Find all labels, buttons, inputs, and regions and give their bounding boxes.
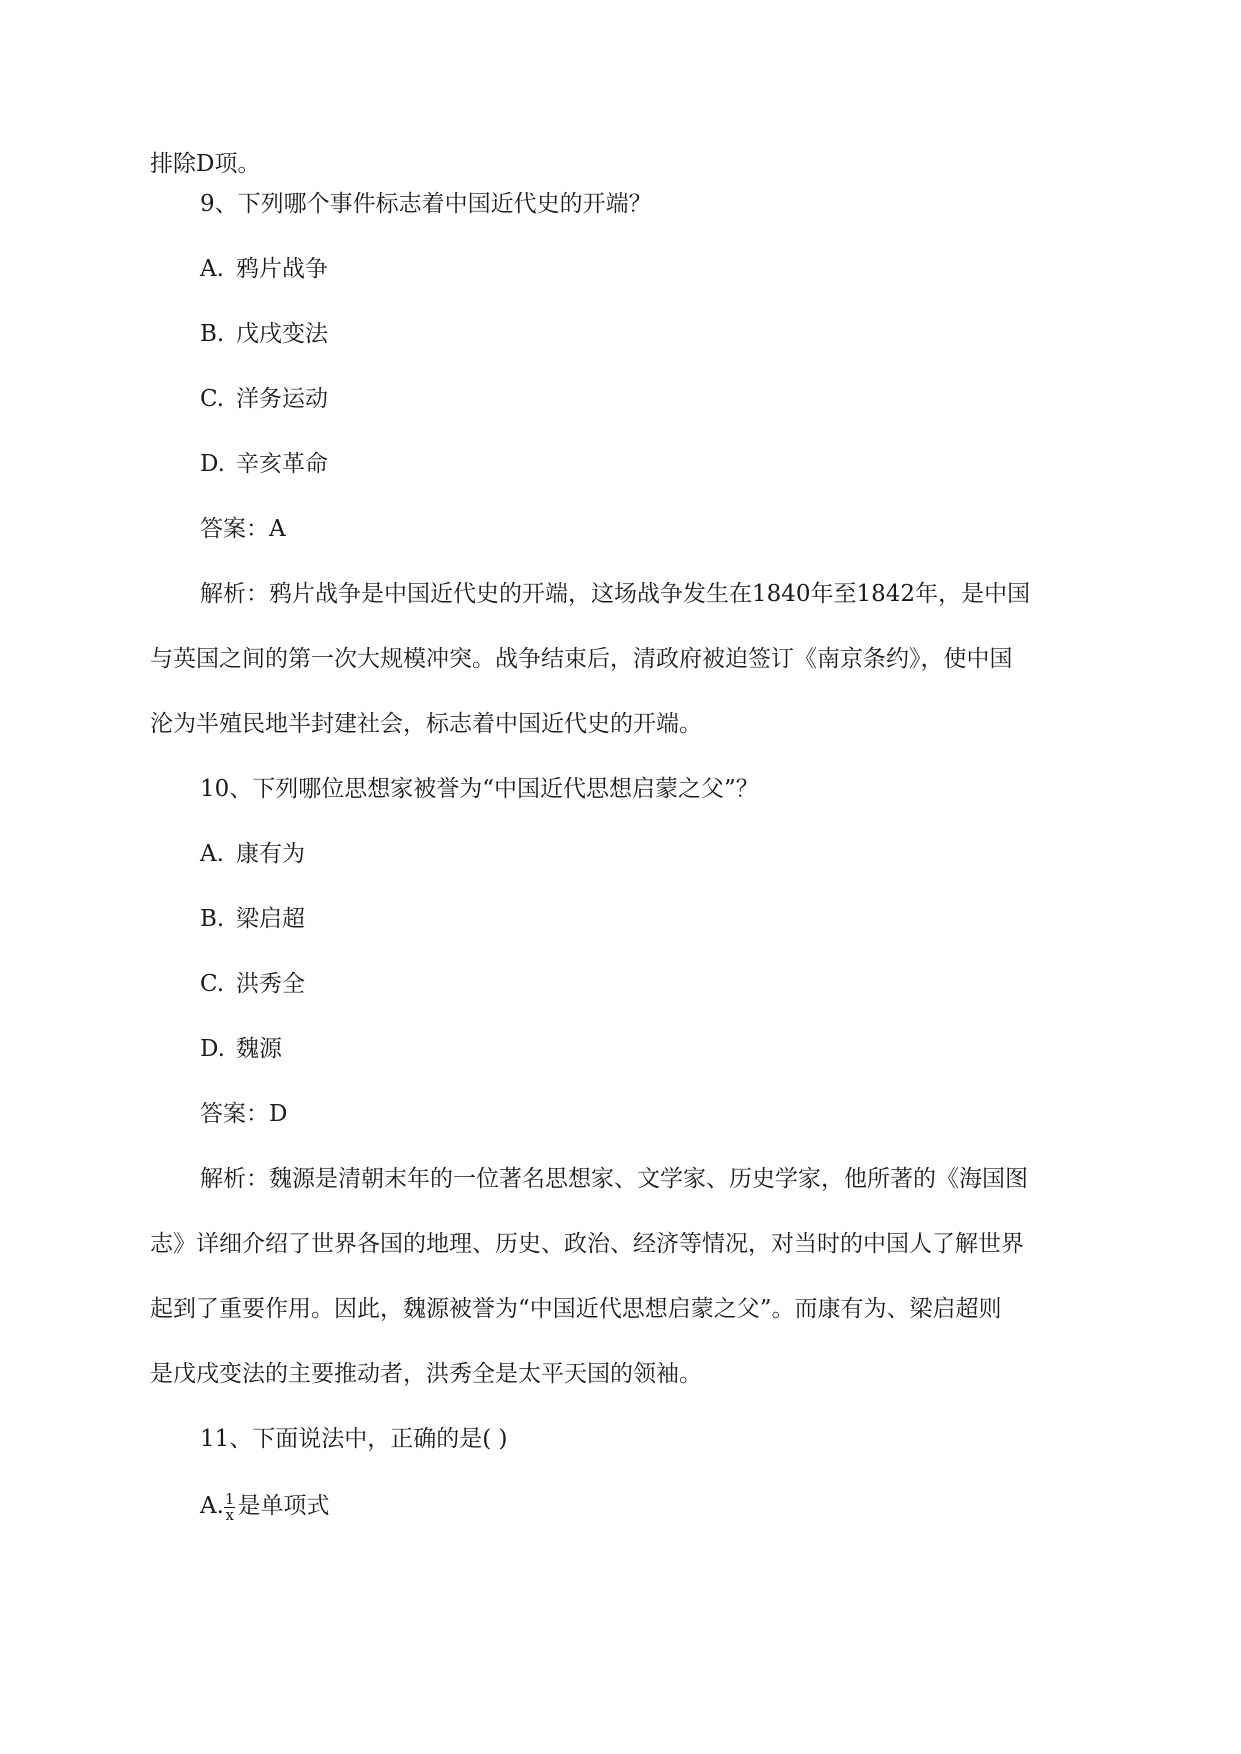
intro-text: 排除D项。 xyxy=(150,151,261,177)
q10-option-c xyxy=(200,968,305,1000)
option-text: 梁启超 xyxy=(236,906,305,932)
fraction-numerator: 1 xyxy=(224,1489,235,1508)
option-text: 辛亥革命 xyxy=(236,451,328,477)
option-text: 魏源 xyxy=(236,1036,282,1062)
option-letter: C. xyxy=(200,971,225,997)
q9-answer: 答案：A xyxy=(200,516,286,542)
q10-analysis-line-2: 志》详细介绍了世界各国的地理、历史、政治、经济等情况，对当时的中国人了解世界 xyxy=(150,1231,1024,1257)
option-letter: C. xyxy=(200,386,225,412)
q9-option-c xyxy=(200,383,328,415)
q9-analysis-line-2: 与英国之间的第一次大规模冲突。战争结束后，清政府被迫签订《南京条约》，使中国 xyxy=(150,646,1013,672)
q10-option-a xyxy=(200,838,305,870)
option-letter: B. xyxy=(200,906,225,932)
question-10: 10、下列哪位思想家被誉为“中国近代思想启蒙之父”？ xyxy=(200,776,759,802)
option-text: 康有为 xyxy=(236,841,305,867)
q10-option-b xyxy=(200,903,305,935)
q9-analysis-line-1: 解析：鸦片战争是中国近代史的开端，这场战争发生在1840年至1842年，是中国 xyxy=(200,581,1031,607)
option-letter: A. xyxy=(200,841,224,867)
option-text: 鸦片战争 xyxy=(236,256,328,282)
option-letter: D. xyxy=(200,1036,225,1062)
fraction-denominator: x xyxy=(225,1505,234,1524)
option-letter: A. xyxy=(200,256,224,282)
option-letter: B. xyxy=(200,321,225,347)
option-letter: A. xyxy=(200,1493,224,1519)
q10-option-d xyxy=(200,1033,282,1065)
q10-analysis-line-3: 起到了重要作用。因此，魏源被誉为“中国近代思想启蒙之父”。而康有为、梁启超则 xyxy=(150,1296,1002,1322)
q10-analysis-line-1: 解析：魏源是清朝末年的一位著名思想家、文学家、历史学家，他所著的《海国图 xyxy=(200,1166,1028,1192)
q9-option-a xyxy=(200,253,328,285)
option-text: 洋务运动 xyxy=(236,386,328,412)
question-11: 11、下面说法中，正确的是( ) xyxy=(200,1426,508,1452)
q10-answer: 答案：D xyxy=(200,1101,288,1127)
option-letter: D. xyxy=(200,451,225,477)
option-text: 是单项式 xyxy=(237,1493,330,1519)
q10-analysis-line-4: 是戊戌变法的主要推动者，洪秀全是太平天国的领袖。 xyxy=(150,1361,702,1387)
q11-option-a xyxy=(200,1490,329,1522)
option-text: 洪秀全 xyxy=(236,971,305,997)
q9-option-b xyxy=(200,318,328,350)
q9-option-d xyxy=(200,448,328,480)
q9-analysis-line-3: 沦为半殖民地半封建社会，标志着中国近代史的开端。 xyxy=(150,711,702,737)
fraction xyxy=(224,1489,236,1524)
option-text: 戊戌变法 xyxy=(236,321,328,347)
question-9: 9、下列哪个事件标志着中国近代史的开端？ xyxy=(200,191,652,217)
